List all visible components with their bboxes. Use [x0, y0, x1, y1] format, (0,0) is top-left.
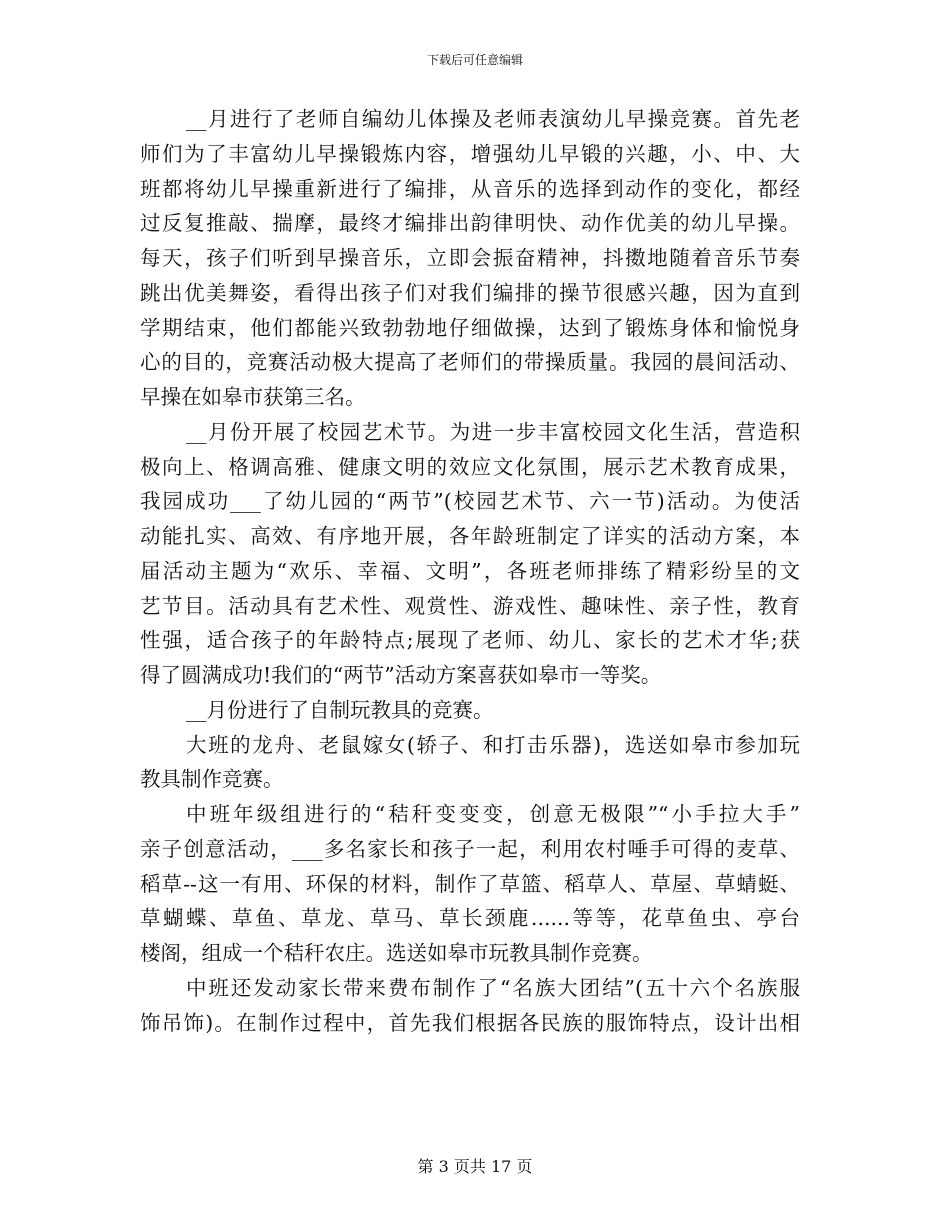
text-line: 稻草--这一有用、环保的材料，制作了草篮、稻草人、草屋、草蜻蜓、 [140, 871, 800, 896]
page-footer: 第 3 页共 17 页 [417, 1157, 533, 1176]
text-line: 每天，孩子们听到早操音乐，立即会振奋精神，抖擞地随着音乐节奏 [140, 246, 800, 270]
document-body [140, 102, 800, 1040]
text-line: 饰吊饰)。在制作过程中，首先我们根据各民族的服饰特点，设计出相 [140, 1010, 800, 1035]
text-line: 楼阁，组成一个秸秆农庄。选送如皋市玩教具制作竞赛。 [140, 941, 653, 965]
text-line: 心的目的，竞赛活动极大提高了老师们的带操质量。我园的晨间活动、 [140, 350, 800, 375]
text-line: 早操在如皋市获第三名。 [140, 385, 366, 409]
text-line: 班都将幼儿早操重新进行了编排，从音乐的选择到动作的变化，都经 [140, 176, 800, 201]
text-line: 学期结束，他们都能兴致勃勃地仔细做操，达到了锻炼身体和愉悦身 [140, 315, 800, 340]
text-line: 性强，适合孩子的年龄特点;展现了老师、幼儿、家长的艺术才华;获 [140, 628, 800, 653]
text-line: 我园成功___了幼儿园的“两节”(校园艺术节、六一节)活动。为使活 [140, 489, 800, 514]
text-line: 过反复推敲、揣摩，最终才编排出韵律明快、动作优美的幼儿早操。 [140, 211, 800, 236]
page-header: 下载后可任意编辑 [426, 53, 523, 67]
text-line: 得了圆满成功!我们的“两节”活动方案喜获如皋市一等奖。 [140, 663, 662, 687]
text-line: 亲子创意活动，___多名家长和孩子一起，利用农村唾手可得的麦草、 [140, 836, 800, 861]
text-line: 艺节目。活动具有艺术性、观赏性、游戏性、趣味性、亲子性，教育 [140, 593, 800, 618]
text-line: 师们为了丰富幼儿早操锻炼内容，增强幼儿早锻的兴趣，小、中、大 [140, 141, 800, 166]
text-line: 中班年级组进行的“秸秆变变变，创意无极限”“小手拉大手” [186, 802, 800, 826]
text-line: 草蝴蝶、草鱼、草龙、草马、草长颈鹿......等等，花草鱼虫、亭台 [140, 906, 800, 931]
text-line: 届活动主题为“欢乐、幸福、文明”，各班老师排练了精彩纷呈的文 [140, 558, 800, 583]
text-line: __月份进行了自制玩教具的竞赛。 [186, 697, 494, 722]
text-line: 动能扎实、高效、有序地开展，各年龄班制定了详实的活动方案，本 [140, 524, 800, 548]
text-line: __月进行了老师自编幼儿体操及老师表演幼儿早操竞赛。首先老 [186, 107, 800, 131]
text-line: 中班还发动家长带来费布制作了“名族大团结”(五十六个名族服 [186, 975, 800, 1000]
text-line: 教具制作竞赛。 [140, 767, 284, 792]
text-line: 极向上、格调高雅、健康文明的效应文化氛围，展示艺术教育成果， [140, 454, 800, 479]
text-line: 大班的龙舟、老鼠嫁女(轿子、和打击乐器)，选送如皋市参加玩 [186, 732, 800, 757]
text-line: 跳出优美舞姿，看得出孩子们对我们编排的操节很感兴趣，因为直到 [140, 280, 800, 305]
text-line: __月份开展了校园艺术节。为进一步丰富校园文化生活，营造积 [186, 419, 800, 444]
